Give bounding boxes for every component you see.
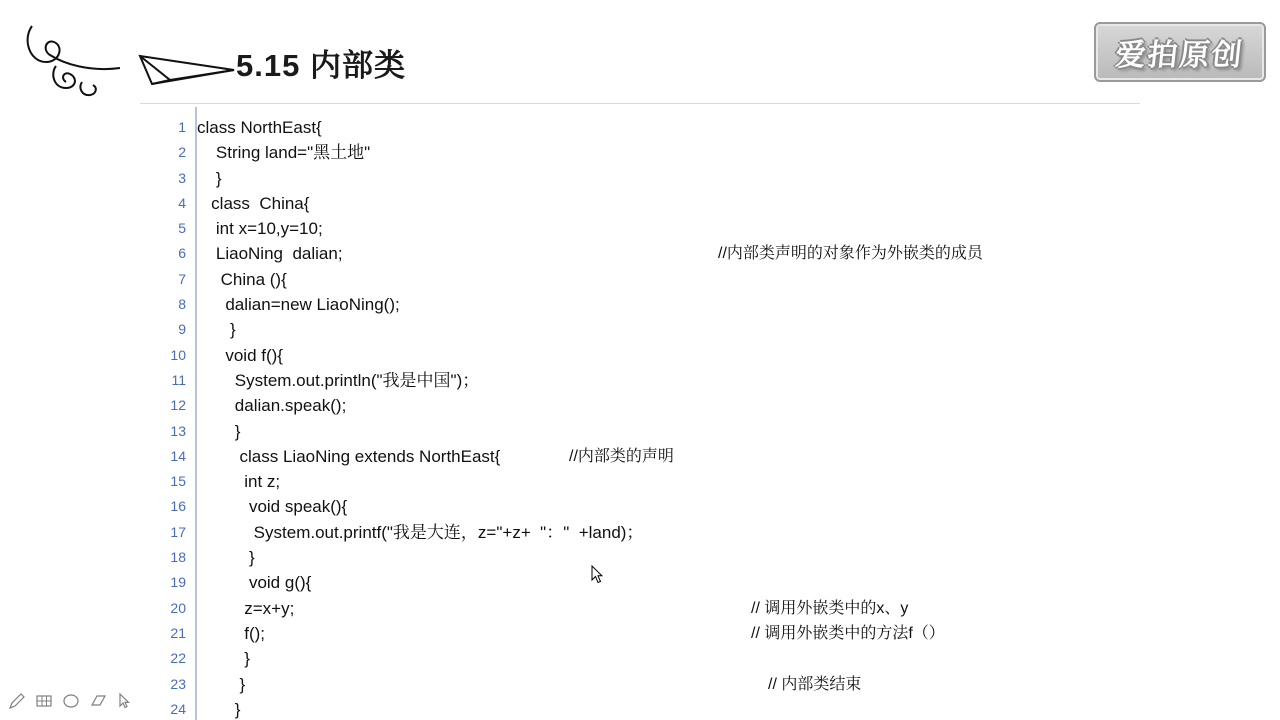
code-text: China (){	[197, 269, 287, 289]
code-text: }	[197, 699, 241, 719]
grid-icon[interactable]	[35, 692, 53, 710]
code-text: f();	[197, 623, 265, 643]
page-title: 5.15 内部类	[236, 48, 406, 83]
code-area[interactable]	[197, 107, 1280, 720]
line-number-gutter	[140, 107, 197, 720]
code-text: }	[197, 421, 241, 441]
code-line[interactable]	[197, 419, 1280, 444]
line-number: 15	[170, 473, 186, 490]
code-comment: // 内部类结束	[768, 675, 862, 693]
code-line[interactable]	[197, 672, 1280, 697]
code-text: }	[197, 674, 246, 694]
line-number: 4	[178, 194, 186, 211]
code-text: int x=10,y=10;	[197, 219, 323, 239]
line-number: 10	[170, 346, 186, 363]
code-line[interactable]	[197, 241, 1280, 266]
code-line[interactable]	[197, 292, 1280, 317]
line-number: 17	[170, 523, 186, 540]
code-text: System.out.println("我是中国")；	[197, 370, 480, 390]
ellipse-icon[interactable]	[62, 692, 80, 710]
line-number: 19	[170, 574, 186, 591]
code-text: }	[197, 649, 250, 669]
line-number: 16	[170, 498, 186, 515]
line-number: 13	[170, 422, 186, 439]
code-line[interactable]	[197, 393, 1280, 418]
code-text: class LiaoNing extends NorthEast{	[197, 446, 501, 466]
code-text: void g(){	[197, 573, 312, 593]
line-number: 3	[178, 169, 186, 186]
code-text: int z;	[197, 472, 281, 492]
code-line[interactable]	[197, 520, 1280, 545]
line-number: 22	[170, 650, 186, 667]
line-number: 14	[170, 447, 186, 464]
code-text: }	[197, 320, 236, 340]
code-line[interactable]	[197, 444, 1280, 469]
annotation-toolbar[interactable]	[4, 688, 148, 714]
code-line[interactable]	[197, 494, 1280, 519]
code-text: class NorthEast{	[197, 118, 322, 137]
header-divider	[140, 103, 1140, 104]
watermark-text: 爱拍原创	[1113, 39, 1246, 72]
code-line[interactable]	[197, 646, 1280, 671]
code-line[interactable]	[197, 570, 1280, 595]
code-text: void f(){	[197, 345, 283, 365]
code-text: }	[197, 548, 255, 568]
code-line[interactable]	[197, 166, 1280, 191]
line-number: 7	[178, 270, 186, 287]
line-number: 6	[178, 245, 186, 262]
line-number: 8	[178, 296, 186, 313]
line-number: 21	[170, 624, 186, 641]
code-text: }	[197, 168, 222, 188]
code-line[interactable]	[197, 140, 1280, 165]
code-line[interactable]	[197, 267, 1280, 292]
code-text: LiaoNing dalian;	[197, 244, 343, 264]
code-line[interactable]	[197, 343, 1280, 368]
cursor-icon[interactable]	[116, 692, 134, 710]
line-number: 11	[171, 371, 186, 388]
line-number: 5	[178, 220, 186, 237]
paper-plane-doodle	[20, 22, 240, 100]
code-comment: //内部类声明的对象作为外嵌类的成员	[718, 245, 983, 263]
code-text: dalian.speak();	[197, 396, 347, 416]
code-text: z=x+y;	[197, 598, 295, 618]
line-number: 23	[170, 675, 186, 692]
code-line[interactable]	[197, 115, 1280, 140]
line-number: 1	[178, 119, 186, 135]
code-editor[interactable]	[140, 107, 1280, 720]
line-number: 18	[170, 549, 186, 566]
code-line[interactable]	[197, 697, 1280, 720]
line-number: 24	[170, 700, 186, 717]
line-number: 9	[178, 321, 186, 338]
rounded-rect-icon[interactable]	[89, 692, 107, 710]
line-number: 20	[170, 599, 186, 616]
code-line[interactable]	[197, 191, 1280, 216]
code-line[interactable]	[197, 621, 1280, 646]
code-text: String land="黑土地"	[197, 143, 371, 163]
code-comment: // 调用外嵌类中的方法f（）	[751, 624, 945, 642]
code-line[interactable]	[197, 545, 1280, 570]
watermark-badge	[1094, 22, 1266, 82]
slide-header	[0, 0, 1280, 104]
code-text: System.out.printf("我是大连，z="+z+ "：" +land)；	[197, 522, 644, 542]
code-comment: // 调用外嵌类中的x、y	[751, 599, 909, 617]
code-text: void speak(){	[197, 497, 348, 517]
code-line[interactable]	[197, 317, 1280, 342]
code-line[interactable]	[197, 216, 1280, 241]
code-comment: //内部类的声明	[569, 447, 674, 465]
code-line[interactable]	[197, 469, 1280, 494]
pen-icon[interactable]	[8, 692, 26, 710]
line-number: 12	[170, 397, 186, 414]
code-line[interactable]	[197, 596, 1280, 621]
line-number: 2	[178, 144, 186, 161]
code-text: class China{	[197, 193, 310, 213]
code-text: dalian=new LiaoNing();	[197, 295, 400, 315]
code-line[interactable]	[197, 368, 1280, 393]
